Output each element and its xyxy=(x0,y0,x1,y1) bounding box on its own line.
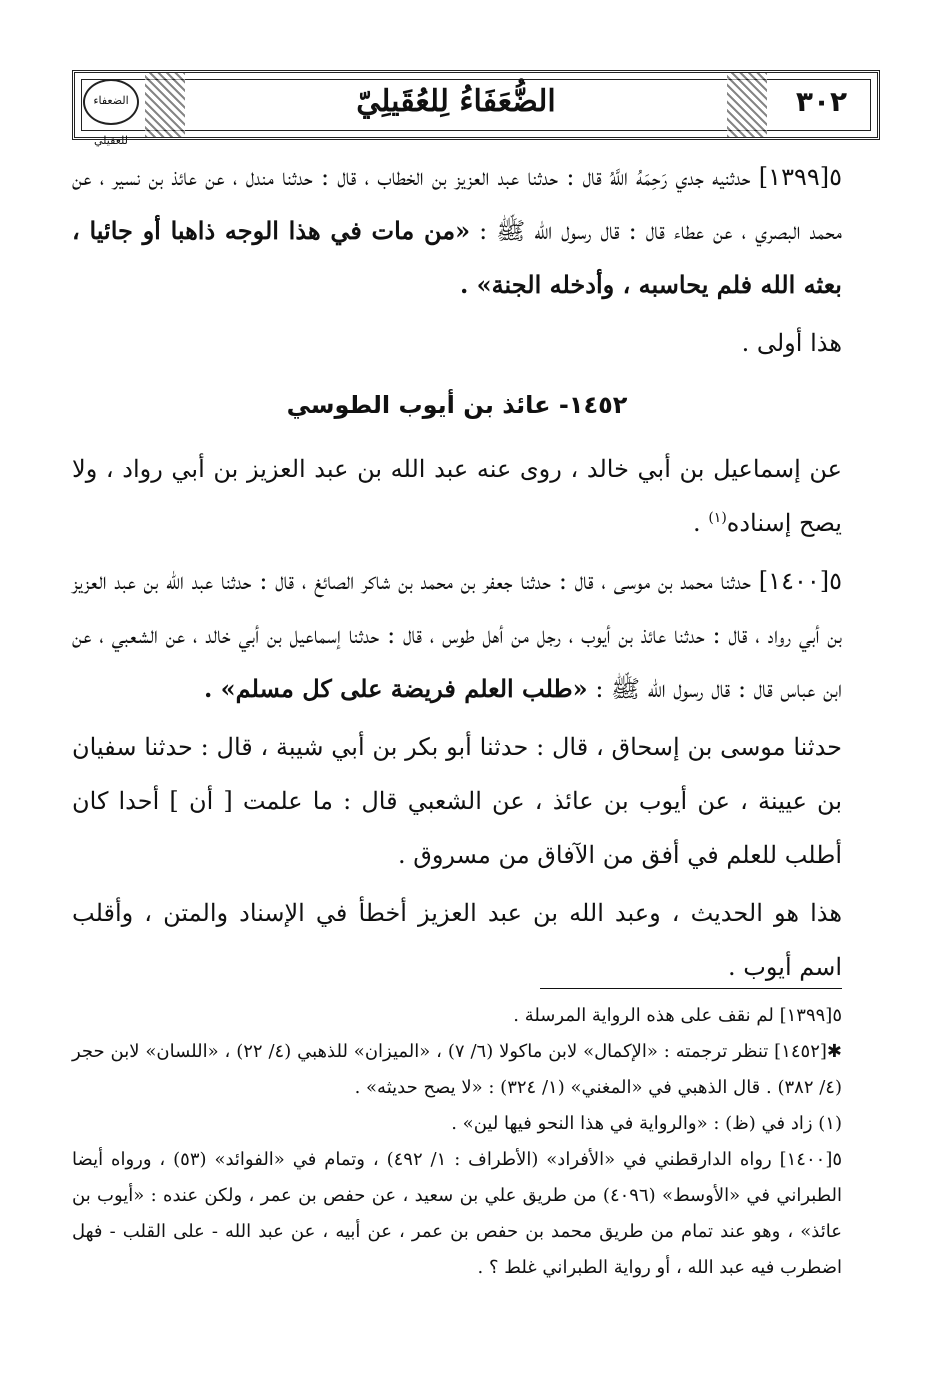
footnote-ref-1[interactable]: (١) xyxy=(708,510,727,526)
narrator-bio-end: . xyxy=(693,509,709,537)
footnote-1399: ٥[١٣٩٩] لم نقف على هذه الرواية المرسلة . xyxy=(513,1005,842,1026)
page-number: ٣٠٢ xyxy=(795,85,848,118)
hadith-1399-quote: «من مات في هذا الوجه ذاهبا أو جائيا ، بعثه الله فلم يحاسبه ، وأدخله الجنة» . xyxy=(72,216,842,299)
closing-comment: هذا هو الحديث ، وعبد الله بن عبد العزيز أخطأ في الإسناد والمتن ، وأقلب اسم أيوب . xyxy=(72,899,842,981)
narrator-bio-text: عن إسماعيل بن أبي خالد ، روى عنه عبد الله بن عبد العزيز بن أبي رواد ، ولا يصح إسناده xyxy=(72,455,842,537)
footnote-1400: ٥[١٤٠٠] رواه الدارقطني في «الأفراد» (الأطراف : ١/ ٤٩٢) ، وتمام في «الفوائد» (٥٣) ، ورواه أيضا الطبراني في «الأوسط» (٤٠٩٦) من طريق علي بن سعيد ، عن حفص بن عمر ، ولكن عنده : «أيوب بن عائذ» ، وهو عند تمام من طريق محمد بن حفص بن عمر ، عن أبيه ، عن عبد الله - على القلب - فهل اضطرب فيه عبد الله ، أو رواية الطبراني غلط ؟ . xyxy=(72,1149,843,1278)
page-header xyxy=(72,70,880,147)
emblem-logo: الضعفاء للعقيلي xyxy=(83,79,139,125)
main-text xyxy=(72,150,842,998)
ornament-right xyxy=(727,73,767,137)
second-chain: حدثنا موسى بن إسحاق ، قال : حدثنا أبو بكر بن أبي شيبة ، قال : حدثنا سفيان بن عيينة ، عن أيوب بن عائذ ، عن الشعبي قال : ما علمت [ أن ] أحدا كان أطلب للعلم في أفق من الآفاق من مسروق . xyxy=(72,733,843,869)
hadith-1399-chain: ٥[١٣٩٩] حدثنيه جدي رَحِمَهُ اللَّهُ قال : حدثنا عبد العزيز بن الخطاب ، قال : حدثنا مندل ، عن عائذ بن نسير ، عن محمد البصري ، عن عطاء قال : قال رسول الله ﷺ : xyxy=(72,163,843,245)
hadith-1400-chain: ٥[١٤٠٠] حدثنا محمد بن موسى ، قال : حدثنا جعفر بن محمد بن شاكر الصائغ ، قال : حدثنا عبد الله بن عبد العزيز بن أبي رواد ، قال : حدثنا عائذ بن أيوب ، رجل من أهل طوس ، قال : حدثنا إسماعيل بن أبي خالد ، عن الشعبي ، عن ابن عباس قال : قال رسول الله ﷺ : xyxy=(72,567,842,703)
ornament-left xyxy=(145,73,185,137)
hadith-1400-quote: «طلب العلم فريضة على كل مسلم» . xyxy=(203,674,588,703)
footnote-1452: ✱[١٤٥٢] تنظر ترجمته : «الإكمال» لابن ماكولا (٦/ ٧) ، «الميزان» للذهبي (٤/ ٢٢) ، «اللسان» لابن حجر (٤/ ٣٨٢) . قال الذهبي في «المغني» (١/ ٣٢٤) : «لا يصح حديثه» . xyxy=(72,1041,842,1098)
footnote-1: (١) زاد في (ظ) : «والرواية في هذا النحو فيها لين» . xyxy=(451,1113,842,1134)
chapter-title: ١٤٥٢- عائذ بن أيوب الطوسي xyxy=(286,391,628,419)
footnotes xyxy=(72,998,842,1286)
comment-preference: هذا أولى . xyxy=(741,329,842,357)
hadith-1399 xyxy=(72,150,842,312)
narrator-bio xyxy=(72,442,842,550)
footnote-divider xyxy=(540,988,842,989)
hadith-1400 xyxy=(72,554,842,716)
book-title: الضُّعَفَاءُ لِلعُقَيلِيّ xyxy=(356,84,556,119)
